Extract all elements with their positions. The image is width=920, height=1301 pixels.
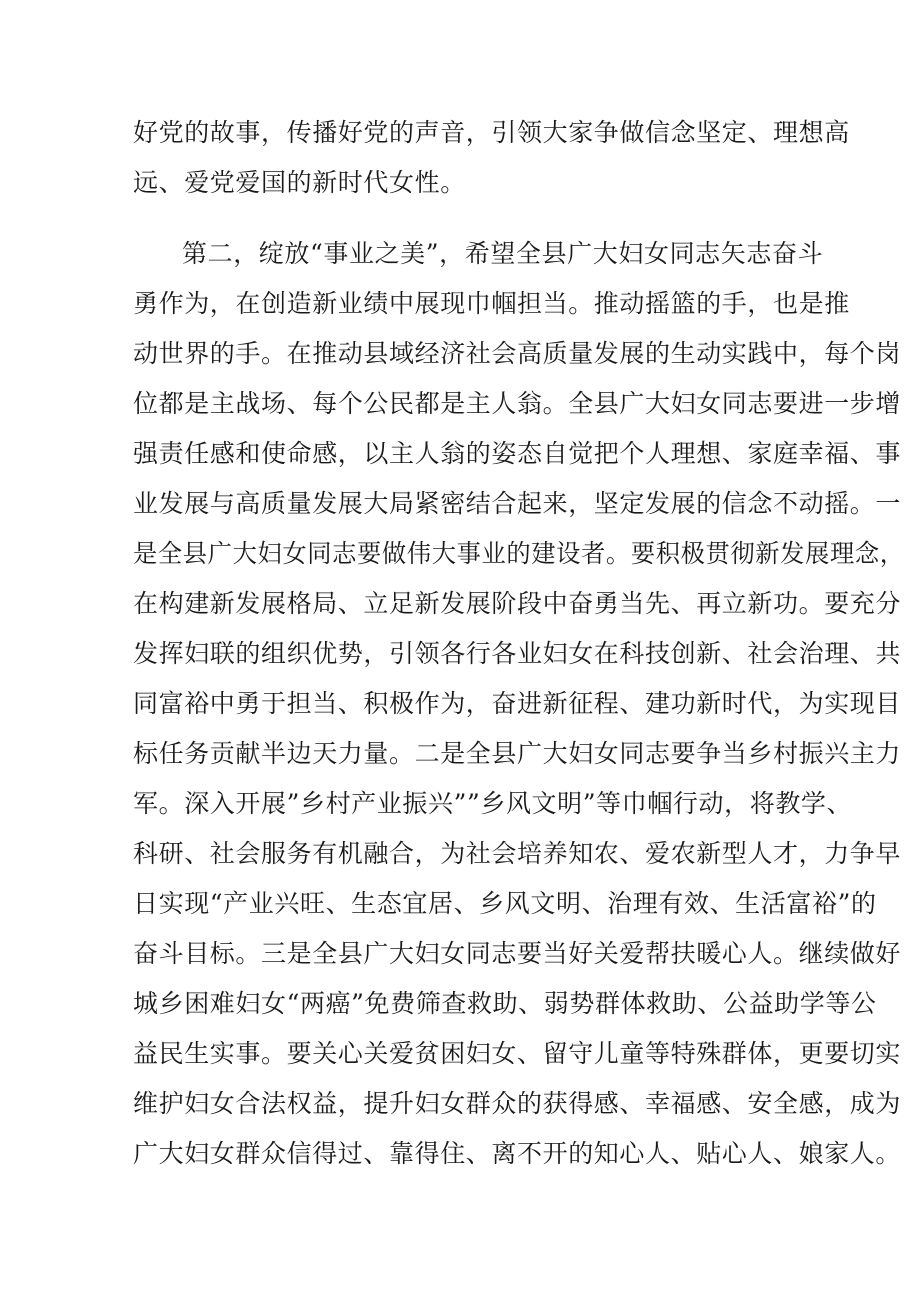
text-line: 日实现“产业兴旺、生态宜居、乡风文明、治理有效、生活富裕”的 bbox=[133, 889, 877, 918]
text-line: 标任务贡献半边天力量。二是全县广大妇女同志要争当乡村振兴主力 bbox=[133, 739, 902, 768]
text-line: 强责任感和使命感，以主人翁的姿态自觉把个人理想、家庭幸福、事 bbox=[133, 439, 902, 468]
text-line: 维护妇女合法权益，提升妇女群众的获得感、幸福感、安全感，成为 bbox=[133, 1089, 902, 1118]
text-line: 动世界的手。在推动县域经济社会高质量发展的生动实践中，每个岗 bbox=[133, 339, 902, 368]
text-line: 同富裕中勇于担当、积极作为，奋进新征程、建功新时代，为实现目 bbox=[133, 689, 902, 718]
text-line: 城乡困难妇女“两癌”免费筛查救助、弱势群体救助、公益助学等公 bbox=[133, 989, 877, 1018]
text-line: 是全县广大妇女同志要做伟大事业的建设者。要积极贯彻新发展理念， bbox=[133, 539, 905, 568]
text-line: 业发展与高质量发展大局紧密结合起来，坚定发展的信念不动摇。一 bbox=[133, 489, 902, 518]
text-line: 广大妇女群众信得过、靠得住、离不开的知心人、贴心人、娘家人。 bbox=[133, 1139, 902, 1168]
text-line: 军。深入开展”乡村产业振兴””乡风文明”等巾帼行动，将教学、 bbox=[133, 789, 853, 818]
text-line: 奋斗目标。三是全县广大妇女同志要当好关爱帮扶暖心人。继续做好 bbox=[133, 939, 902, 968]
text-line: 科研、社会服务有机融合，为社会培养知农、爱农新型人才，力争早 bbox=[133, 839, 902, 868]
paragraph-first-line: 第二，绽放“事业之美”，希望全县广大妇女同志矢志奋斗 bbox=[182, 239, 824, 268]
text-line: 好党的故事，传播好党的声音，引领大家争做信念坚定、理想高 bbox=[133, 118, 850, 147]
text-line: 益民生实事。要关心关爱贫困妇女、留守儿童等特殊群体，更要切实 bbox=[133, 1039, 902, 1068]
text-line: 在构建新发展格局、立足新发展阶段中奋勇当先、再立新功。要充分 bbox=[133, 589, 902, 618]
text-line: 发挥妇联的组织优势，引领各行各业妇女在科技创新、社会治理、共 bbox=[133, 639, 902, 668]
text-line: 勇作为，在创造新业绩中展现巾帼担当。推动摇篮的手，也是推 bbox=[133, 289, 850, 318]
text-line: 远、爱党爱国的新时代女性。 bbox=[133, 168, 466, 197]
text-line: 位都是主战场、每个公民都是主人翁。全县广大妇女同志要进一步增 bbox=[133, 389, 902, 418]
